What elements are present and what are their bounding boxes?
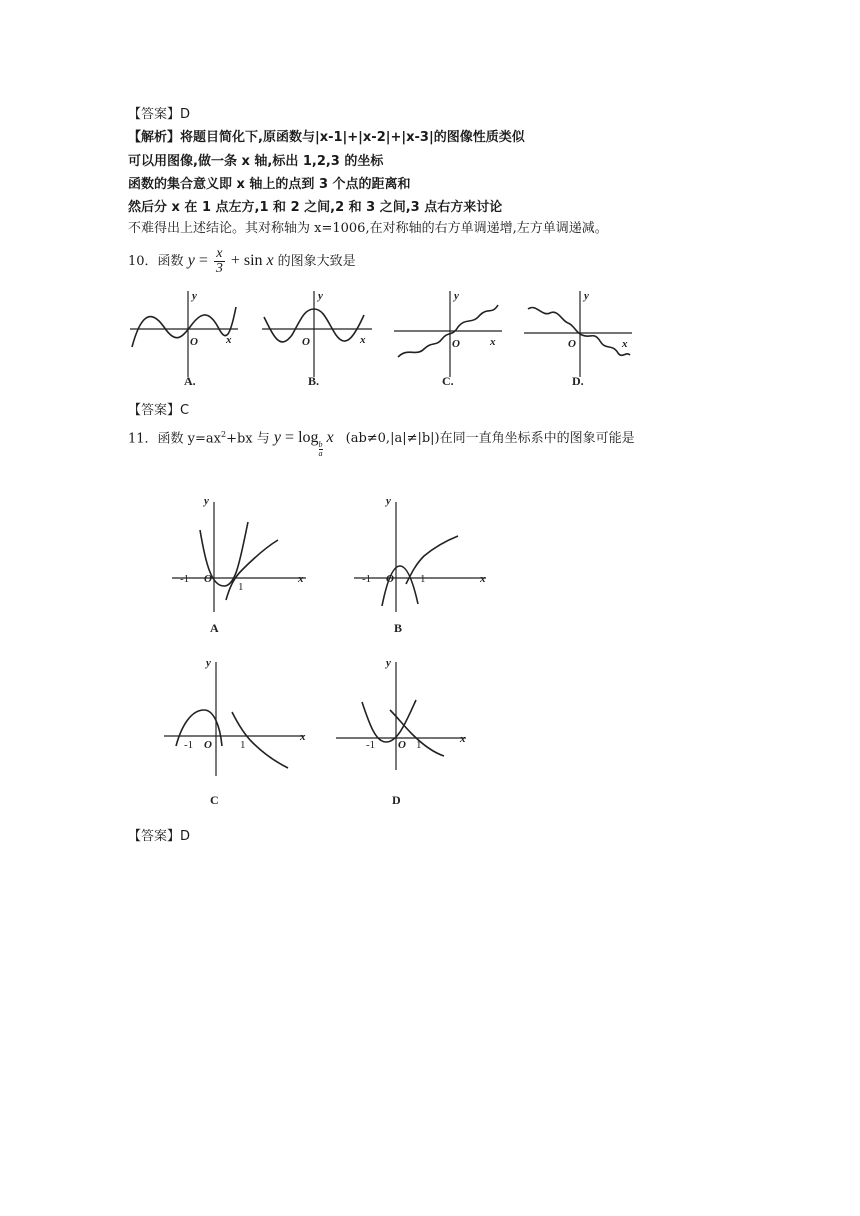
q11a-log-curve (226, 540, 278, 600)
q11a-y-label: y (204, 495, 209, 507)
question-10 (128, 244, 356, 279)
q11-base-den: a (318, 449, 323, 459)
q11a-origin: O (204, 573, 212, 585)
q10a-caption: A. (184, 374, 196, 388)
q11b-y-label: y (386, 495, 391, 507)
q11d-y-label: y (386, 657, 391, 669)
q10-fraction (214, 247, 225, 276)
q11d-tick-neg: -1 (366, 739, 376, 751)
q10-sin: sin (243, 252, 263, 269)
question-11 (128, 420, 635, 458)
q11b-origin: O (386, 573, 394, 585)
q10-graph-c (394, 290, 502, 388)
q11a-x-label: x (298, 573, 304, 585)
q11d-parabola (362, 700, 416, 742)
q11c-origin: O (204, 739, 212, 751)
q11-graph-c (164, 657, 306, 807)
q11-log-base (319, 441, 323, 458)
q10a-curve (132, 307, 236, 347)
q11d-x-label: x (460, 733, 466, 745)
answer-10: 【答案】C (128, 403, 190, 418)
q11b-log-curve (406, 536, 458, 584)
q11-condition: (ab≠0,|a|≠|b|)在同一直角坐标系中的图象可能是 (345, 431, 635, 447)
q11c-tick-neg: -1 (184, 739, 194, 751)
q11-y: y (273, 429, 282, 447)
q10-suffix: 的图象大致是 (277, 254, 356, 269)
q11b-tick-neg: -1 (362, 573, 372, 585)
q10a-y-label: y (192, 290, 197, 302)
q10d-caption: D. (572, 374, 584, 388)
q10c-x-label: x (490, 336, 496, 348)
q10d-y-label: y (584, 290, 589, 302)
answer-11: 【答案】D (128, 829, 191, 844)
q10d-x-label: x (622, 338, 628, 350)
q10b-origin: O (302, 336, 310, 348)
q10-plus: + (230, 252, 240, 269)
q11-formula (273, 429, 338, 459)
q10-frac-num: x (214, 247, 225, 262)
q11-prefix: 函数 y=ax (157, 431, 221, 447)
q11d-tick-pos: 1 (416, 739, 422, 751)
q11c-x-label: x (300, 731, 306, 743)
q11b-caption: B (394, 621, 403, 635)
q10c-origin: O (452, 338, 460, 350)
q11c-caption: C (210, 793, 219, 807)
q11c-tick-pos: 1 (240, 739, 246, 751)
q10-x: x (266, 252, 274, 269)
q11-graphs (160, 490, 500, 810)
analysis-line-5: 不难得出上述结论。其对称轴为 x=1006,在对称轴的右方单调递增,左方单调递减。 (128, 221, 608, 236)
q10-y: y (187, 252, 195, 269)
q11-eq: = (285, 429, 295, 447)
q11-number: 11． (128, 431, 158, 447)
q10-graph-a (130, 290, 238, 388)
q11a-tick-pos: 1 (238, 581, 244, 593)
q11-graph-b (354, 495, 486, 635)
q10d-origin: O (568, 338, 576, 350)
answer-9: 【答案】D (128, 107, 191, 122)
q10b-x-label: x (360, 334, 366, 346)
q10a-x-label: x (226, 334, 232, 346)
q11-sup: 2 (221, 430, 227, 439)
q10-graph-d (524, 290, 632, 388)
q11b-tick-pos: 1 (420, 573, 426, 585)
analysis-line-2: 可以用图像,做一条 x 轴,标出 1,2,3 的坐标 (128, 154, 384, 169)
q10-prefix: 函数 (157, 254, 184, 269)
q11a-tick-neg: -1 (180, 573, 190, 585)
q11d-origin: O (398, 739, 406, 751)
q10a-origin: O (190, 336, 198, 348)
q10-formula (187, 245, 278, 276)
analysis-line-4: 然后分 x 在 1 点左方,1 和 2 之间,2 和 3 之间,3 点右方来讨论 (128, 200, 503, 215)
q11-log: log (298, 429, 319, 447)
q11-x: x (326, 429, 334, 447)
q11c-y-label: y (206, 657, 211, 669)
q10-number: 10． (128, 254, 158, 269)
q10b-caption: B. (308, 374, 320, 388)
q11-mid: +bx 与 (226, 431, 270, 447)
q10b-y-label: y (318, 290, 323, 302)
q11a-caption: A (210, 621, 219, 635)
analysis-label: 【解析】 (128, 130, 181, 145)
q11-graph-d (336, 657, 466, 807)
q10d-curve (528, 307, 630, 355)
analysis-line-3: 函数的集合意义即 x 轴上的点到 3 个点的距离和 (128, 177, 411, 192)
q11b-x-label: x (480, 573, 486, 585)
q10c-y-label: y (454, 290, 459, 302)
q10c-caption: C. (442, 374, 454, 388)
q10-graph-b (262, 290, 372, 388)
q10-frac-den: 3 (215, 260, 223, 276)
analysis-text-1: 将题目简化下,原函数与|x-1|+|x-2|+|x-3|的图像性质类似 (180, 130, 525, 145)
q11c-parabola (176, 710, 222, 746)
q10-eq: = (198, 252, 208, 269)
q11-base-num: b (318, 440, 323, 450)
q11d-caption: D (392, 793, 401, 807)
q10-graphs (128, 287, 648, 392)
q11-graph-a (172, 495, 306, 635)
analysis-line-1 (128, 129, 525, 147)
